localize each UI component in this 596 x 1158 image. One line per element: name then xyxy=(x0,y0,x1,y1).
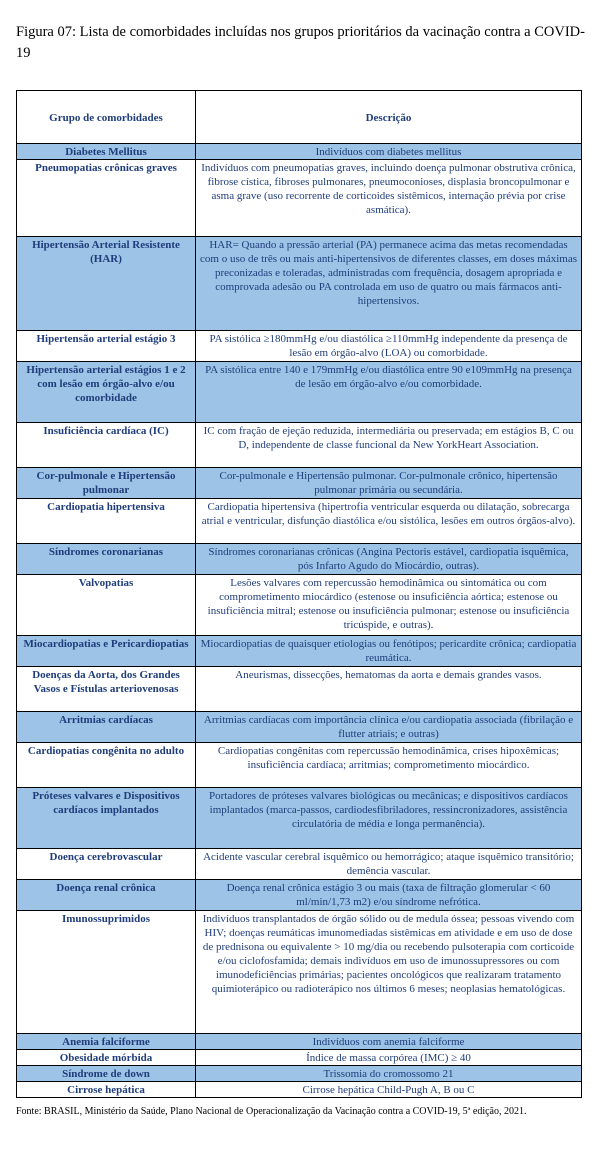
comorbidity-group: Cor-pulmonale e Hipertensão pulmonar xyxy=(17,468,196,499)
table-row xyxy=(17,911,582,1034)
comorbidity-group: Hipertensão arterial estágios 1 e 2 com lesão em órgão-alvo e/ou comorbidade xyxy=(17,362,196,423)
comorbidity-group: Síndromes coronarianas xyxy=(17,544,196,575)
comorbidity-description: PA sistólica entre 140 e 179mmHg e/ou diastólica entre 90 e109mmHg na presença de lesão em órgão-alvo e/ou comorbidade. xyxy=(196,362,582,423)
comorbidity-group: Doenças da Aorta, dos Grandes Vasos e Fístulas arteriovenosas xyxy=(17,667,196,712)
comorbidity-group: Cirrose hepática xyxy=(17,1082,196,1098)
comorbidity-description: Cirrose hepática Child-Pugh A, B ou C xyxy=(196,1082,582,1098)
table-row xyxy=(17,575,582,636)
comorbidity-group: Hipertensão Arterial Resistente (HAR) xyxy=(17,237,196,331)
comorbidity-description: Cor-pulmonale e Hipertensão pulmonar. Cor-pulmonale crônico, hipertensão pulmonar primária ou secundária. xyxy=(196,468,582,499)
comorbidity-group: Anemia falciforme xyxy=(17,1034,196,1050)
comorbidity-group: Síndrome de down xyxy=(17,1066,196,1082)
table-row xyxy=(17,144,582,160)
comorbidity-group: Diabetes Mellitus xyxy=(17,144,196,160)
comorbidity-description: Indivíduos com pneumopatias graves, incluindo doença pulmonar obstrutiva crônica, fibrose cística, fibroses pulmonares, pneumoconioses, displasia broncopulmonar e asma grave (uso recorrente de corticoides sistêmicos, internação prévia por crise asmática). xyxy=(196,160,582,237)
table-row xyxy=(17,1082,582,1098)
comorbidity-group: Cardiopatia hipertensiva xyxy=(17,499,196,544)
comorbidity-description: Acidente vascular cerebral isquêmico ou hemorrágico; ataque isquêmico transitório; demência vascular. xyxy=(196,849,582,880)
table-row xyxy=(17,362,582,423)
table-row xyxy=(17,1066,582,1082)
table-row xyxy=(17,423,582,468)
comorbidity-description: Portadores de próteses valvares biológicas ou mecânicas; e dispositivos cardíacos implantados (marca-passos, cardiodesfibriladores, ressincronizadores, assistência circulatória de média e longa permanência). xyxy=(196,788,582,849)
table-header-row xyxy=(17,91,582,144)
comorbidity-description: HAR= Quando a pressão arterial (PA) permanece acima das metas recomendadas com o uso de três ou mais anti-hipertensivos de diferentes classes, em doses máximas preconizadas e toleradas, administradas com frequência, dosagem apropriada e comprovada adesão ou PA controlada em uso de quatro ou mais fármacos anti-hipertensivos. xyxy=(196,237,582,331)
comorbidity-group: Miocardiopatias e Pericardiopatias xyxy=(17,636,196,667)
comorbidity-description: Arritmias cardíacas com importância clínica e/ou cardiopatia associada (fibrilação e flutter atriais; e outras) xyxy=(196,712,582,743)
table-row xyxy=(17,712,582,743)
table-row xyxy=(17,636,582,667)
figure-title: Figura 07: Lista de comorbidades incluídas nos grupos prioritários da vacinação contra a COVID-19 xyxy=(16,24,585,61)
comorbidity-description: Lesões valvares com repercussão hemodinâmica ou sintomática ou com comprometimento miocárdico (estenose ou insuficiência aórtica; estenose ou insuficiência mitral; estenose ou insuficiência pulmonar; estenose ou insuficiência tricúspide, e outras). xyxy=(196,575,582,636)
table-row xyxy=(17,544,582,575)
comorbidity-group: Valvopatias xyxy=(17,575,196,636)
table-row xyxy=(17,160,582,237)
comorbidity-description: IC com fração de ejeção reduzida, intermediária ou preservada; em estágios B, C ou D, independente de classe funcional da New YorkHeart Association. xyxy=(196,423,582,468)
table-row xyxy=(17,1050,582,1066)
header-group: Grupo de comorbidades xyxy=(17,91,196,144)
table-row xyxy=(17,1034,582,1050)
comorbidity-description: Indivíduos transplantados de órgão sólido ou de medula óssea; pessoas vivendo com HIV; doenças reumáticas imunomediadas sistêmicas em atividade e em uso de dose de prednisona ou equivalente > 10 mg/dia ou recebendo pulsoterapia com corticoide e/ou ciclofosfamida; demais indivíduos em uso de imunossupressores ou com imunodeficiências primárias; pacientes oncológicos que realizaram tratamento quimioterápico ou radioterápico nos últimos 6 meses; neoplasias hematológicas. xyxy=(196,911,582,1034)
table-row xyxy=(17,743,582,788)
comorbidity-description: Miocardiopatias de quaisquer etiologias ou fenótipos; pericardite crônica; cardiopatia reumática. xyxy=(196,636,582,667)
header-description: Descrição xyxy=(196,91,582,144)
comorbidity-description: PA sistólica ≥180mmHg e/ou diastólica ≥110mmHg independente da presença de lesão em órgão-alvo (LOA) ou comorbidade. xyxy=(196,331,582,362)
comorbidity-description: Aneurismas, dissecções, hematomas da aorta e demais grandes vasos. xyxy=(196,667,582,712)
comorbidity-description: Síndromes coronarianas crônicas (Angina Pectoris estável, cardiopatia isquêmica, pós Infarto Agudo do Miocárdio, outras). xyxy=(196,544,582,575)
comorbidity-description: Índice de massa corpórea (IMC) ≥ 40 xyxy=(196,1050,582,1066)
comorbidity-group: Pneumopatias crônicas graves xyxy=(17,160,196,237)
comorbidity-description: Cardiopatias congênitas com repercussão hemodinâmica, crises hipoxêmicas; insuficiência cardíaca; arritmias; comprometimento miocárdico. xyxy=(196,743,582,788)
source-note: Fonte: BRASIL, Ministério da Saúde, Plano Nacional de Operacionalização da Vacinação contra a COVID-19, 5ª edição, 2021. xyxy=(16,1106,527,1117)
comorbidity-description: Indivíduos com diabetes mellitus xyxy=(196,144,582,160)
table-row xyxy=(17,499,582,544)
table-row xyxy=(17,237,582,331)
comorbidities-table xyxy=(16,90,582,1098)
table-row xyxy=(17,788,582,849)
comorbidity-group: Imunossuprimidos xyxy=(17,911,196,1034)
table-row xyxy=(17,331,582,362)
table-row xyxy=(17,880,582,911)
table-row xyxy=(17,667,582,712)
comorbidity-group: Insuficiência cardíaca (IC) xyxy=(17,423,196,468)
comorbidity-description: Doença renal crônica estágio 3 ou mais (taxa de filtração glomerular < 60 ml/min/1,73 m2) e/ou síndrome nefrótica. xyxy=(196,880,582,911)
comorbidity-group: Obesidade mórbida xyxy=(17,1050,196,1066)
comorbidity-group: Cardiopatias congênita no adulto xyxy=(17,743,196,788)
comorbidity-description: Trissomia do cromossomo 21 xyxy=(196,1066,582,1082)
comorbidity-group: Doença cerebrovascular xyxy=(17,849,196,880)
comorbidity-description: Cardiopatia hipertensiva (hipertrofia ventricular esquerda ou dilatação, sobrecarga atrial e ventricular, disfunção diastólica e/ou sistólica, lesões em outros órgãos-alvo). xyxy=(196,499,582,544)
comorbidity-group: Doença renal crônica xyxy=(17,880,196,911)
table-row xyxy=(17,468,582,499)
table-row xyxy=(17,849,582,880)
comorbidity-group: Hipertensão arterial estágio 3 xyxy=(17,331,196,362)
comorbidity-description: Indivíduos com anemia falciforme xyxy=(196,1034,582,1050)
comorbidity-group: Arritmias cardíacas xyxy=(17,712,196,743)
comorbidity-group: Próteses valvares e Dispositivos cardíacos implantados xyxy=(17,788,196,849)
